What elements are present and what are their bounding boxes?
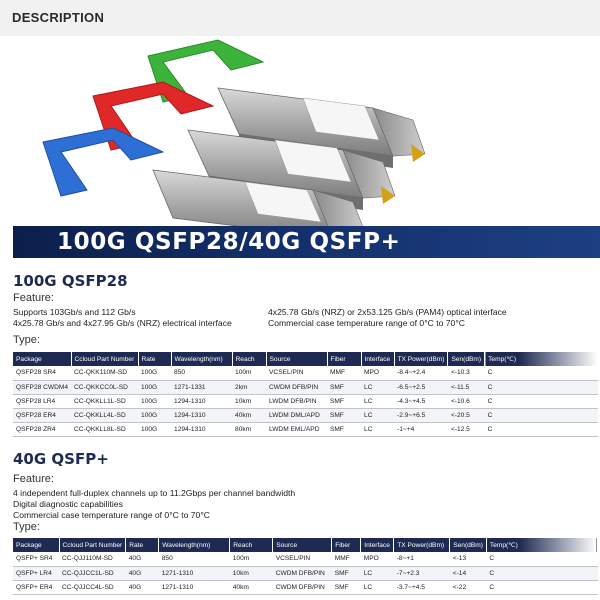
table-cell: MPO [361,552,394,566]
table-cell: 1294-1310 [171,394,232,408]
table-cell: -8~+1 [394,552,450,566]
column-header: Ccloud Part Number [59,538,126,552]
table-cell: <-12.5 [448,422,485,436]
table-cell: C [485,380,598,394]
table-cell: 40km [230,580,273,594]
product-banner [13,36,600,258]
table-cell: QSFP+ ER4 [13,580,59,594]
column-header: Reach [232,352,266,366]
column-header: Fiber [327,352,361,366]
table-cell: C [485,394,598,408]
table-cell: <-22 [450,580,487,594]
table-cell: 1271-1331 [171,380,232,394]
table-cell: C [485,422,598,436]
table-cell: CC-QJJCC1L-SD [59,566,126,580]
table-cell: 100G [138,394,171,408]
table-cell: <-10.6 [448,394,485,408]
table-cell: MMF [332,552,361,566]
qsfp28-section-title: 100G QSFP28 [13,272,128,290]
table-cell: LC [361,408,394,422]
table-cell: 40G [126,552,159,566]
table-cell: SMF [332,566,361,580]
table-cell: 100G [138,422,171,436]
column-header: Interface [361,538,394,552]
table-cell: -1~+4 [394,422,448,436]
table-cell: CC-QJJCC4L-SD [59,580,126,594]
table-cell: -6.5~+2.5 [394,380,448,394]
table-cell: MPO [361,366,394,380]
column-header: Wavelength(nm) [159,538,230,552]
table-row [13,408,598,422]
column-header: Temp(℃) [485,352,598,366]
table-cell: CC-QKKCC0L-SD [71,380,138,394]
qsfp28-spec-table [13,352,598,437]
table-cell: QSFP28 ER4 [13,408,71,422]
qsfp28-feature-right-1: 4x25.78 Gb/s (NRZ) or 2x53.125 Gb/s (PAM4) optical interface [268,307,507,317]
table-cell: LC [361,422,394,436]
column-header: Source [266,352,327,366]
table-cell: 100m [232,366,266,380]
table-cell: CC-QKKLL1L-SD [71,394,138,408]
table-cell: LWDM EML/APD [266,422,327,436]
table-cell: VCSEL/PIN [273,552,332,566]
qsfp40-feature-3: Commercial case temperature range of 0°C to 70°C [13,510,210,520]
qsfp28-feature-left-2: 4x25.78 Gb/s and 4x27.95 Gb/s (NRZ) electrical interface [13,318,232,328]
table-cell: 850 [159,552,230,566]
qsfp28-feature-label: Feature: [13,292,54,304]
table-cell: QSFP+ SR4 [13,552,59,566]
table-cell: CWDM DFB/PIN [273,580,332,594]
table-cell: 10km [230,566,273,580]
table-cell: VCSEL/PIN [266,366,327,380]
table-cell: LWDM DFB/PIN [266,394,327,408]
table-cell: CC-QJJ110M-SD [59,552,126,566]
table-cell: 1294-1310 [171,422,232,436]
table-cell: 1271-1310 [159,566,230,580]
table-header-row [13,538,598,552]
table-cell: CC-QKK110M-SD [71,366,138,380]
column-header: Ccloud Part Number [71,352,138,366]
table-cell: C [485,408,598,422]
column-header: Sen(dBm) [448,352,485,366]
table-row [13,552,598,566]
table-cell: 40G [126,566,159,580]
qsfp40-feature-1: 4 independent full-duplex channels up to 11.2Gbps per channel bandwidth [13,488,296,498]
table-cell: CC-QKKLL8L-SD [71,422,138,436]
table-row [13,380,598,394]
table-cell: 2km [232,380,266,394]
table-cell: SMF [327,408,361,422]
table-cell: C [486,580,597,594]
column-header: Package [13,352,71,366]
column-header: TX Power(dBm) [394,538,450,552]
table-cell: <-14 [450,566,487,580]
column-header: Rate [138,352,171,366]
table-cell: -2.9~+6.5 [394,408,448,422]
qsfp28-type-label: Type: [13,334,40,346]
table-cell: -7~+2.3 [394,566,450,580]
table-cell: 10km [232,394,266,408]
qsfp40-feature-2: Digital diagnostic capabilities [13,499,123,509]
table-cell: C [486,566,597,580]
qsfp40-section-title: 40G QSFP+ [13,450,109,468]
column-header: Source [273,538,332,552]
table-cell: CC-QKKLL4L-SD [71,408,138,422]
table-row [13,422,598,436]
qsfp40-spec-table [13,538,598,595]
table-cell: -8.4~+2.4 [394,366,448,380]
table-cell: QSFP28 SR4 [13,366,71,380]
column-header: TX Power(dBm) [394,352,448,366]
table-cell: SMF [332,580,361,594]
qsfp40-feature-label: Feature: [13,473,54,485]
table-cell: SMF [327,422,361,436]
transceiver-module-icon [13,36,600,258]
table-cell: SMF [327,394,361,408]
qsfp40-type-label: Type: [13,521,40,533]
column-header: Temp(℃) [486,538,597,552]
banner-caption: 100G QSFP28/40G QSFP+ [57,229,401,255]
column-header: Fiber [332,538,361,552]
table-cell: 40km [232,408,266,422]
table-cell: <-10.3 [448,366,485,380]
table-cell: -3.7~+4.5 [394,580,450,594]
table-cell: 100G [138,380,171,394]
table-cell: QSFP28 LR4 [13,394,71,408]
table-cell: QSFP28 ZR4 [13,422,71,436]
table-cell: CWDM DFB/PIN [273,566,332,580]
table-cell: 80km [232,422,266,436]
table-cell: LC [361,580,394,594]
table-cell: QSFP+ LR4 [13,566,59,580]
table-cell: LWDM DML/APD [266,408,327,422]
table-row [13,566,598,580]
column-header: Reach [230,538,273,552]
table-cell: SMF [327,380,361,394]
qsfp28-feature-right-2: Commercial case temperature range of 0°C to 70°C [268,318,465,328]
table-cell: 40G [126,580,159,594]
table-cell: <-11.5 [448,380,485,394]
column-header: Sen(dBm) [450,538,487,552]
table-cell: 100G [138,366,171,380]
table-cell: LC [361,394,394,408]
column-header: Rate [126,538,159,552]
table-cell: QSFP28 CWDM4 [13,380,71,394]
table-cell: C [485,366,598,380]
qsfp28-feature-left-1: Supports 103Gb/s and 112 Gb/s [13,307,136,317]
table-cell: 100m [230,552,273,566]
table-cell: C [486,552,597,566]
column-header: Wavelength(nm) [171,352,232,366]
table-cell: MMF [327,366,361,380]
table-cell: <-13 [450,552,487,566]
table-cell: CWDM DFB/PIN [266,380,327,394]
description-title: DESCRIPTION [12,10,105,25]
table-cell: 1271-1310 [159,580,230,594]
table-row [13,366,598,380]
table-cell: LC [361,566,394,580]
table-cell: LC [361,380,394,394]
table-cell: -4.3~+4.5 [394,394,448,408]
table-cell: 1294-1310 [171,408,232,422]
table-row [13,394,598,408]
table-header-row [13,352,598,366]
table-cell: <-20.5 [448,408,485,422]
column-header: Interface [361,352,394,366]
table-row [13,580,598,594]
table-cell: 850 [171,366,232,380]
column-header: Package [13,538,59,552]
table-cell: 100G [138,408,171,422]
